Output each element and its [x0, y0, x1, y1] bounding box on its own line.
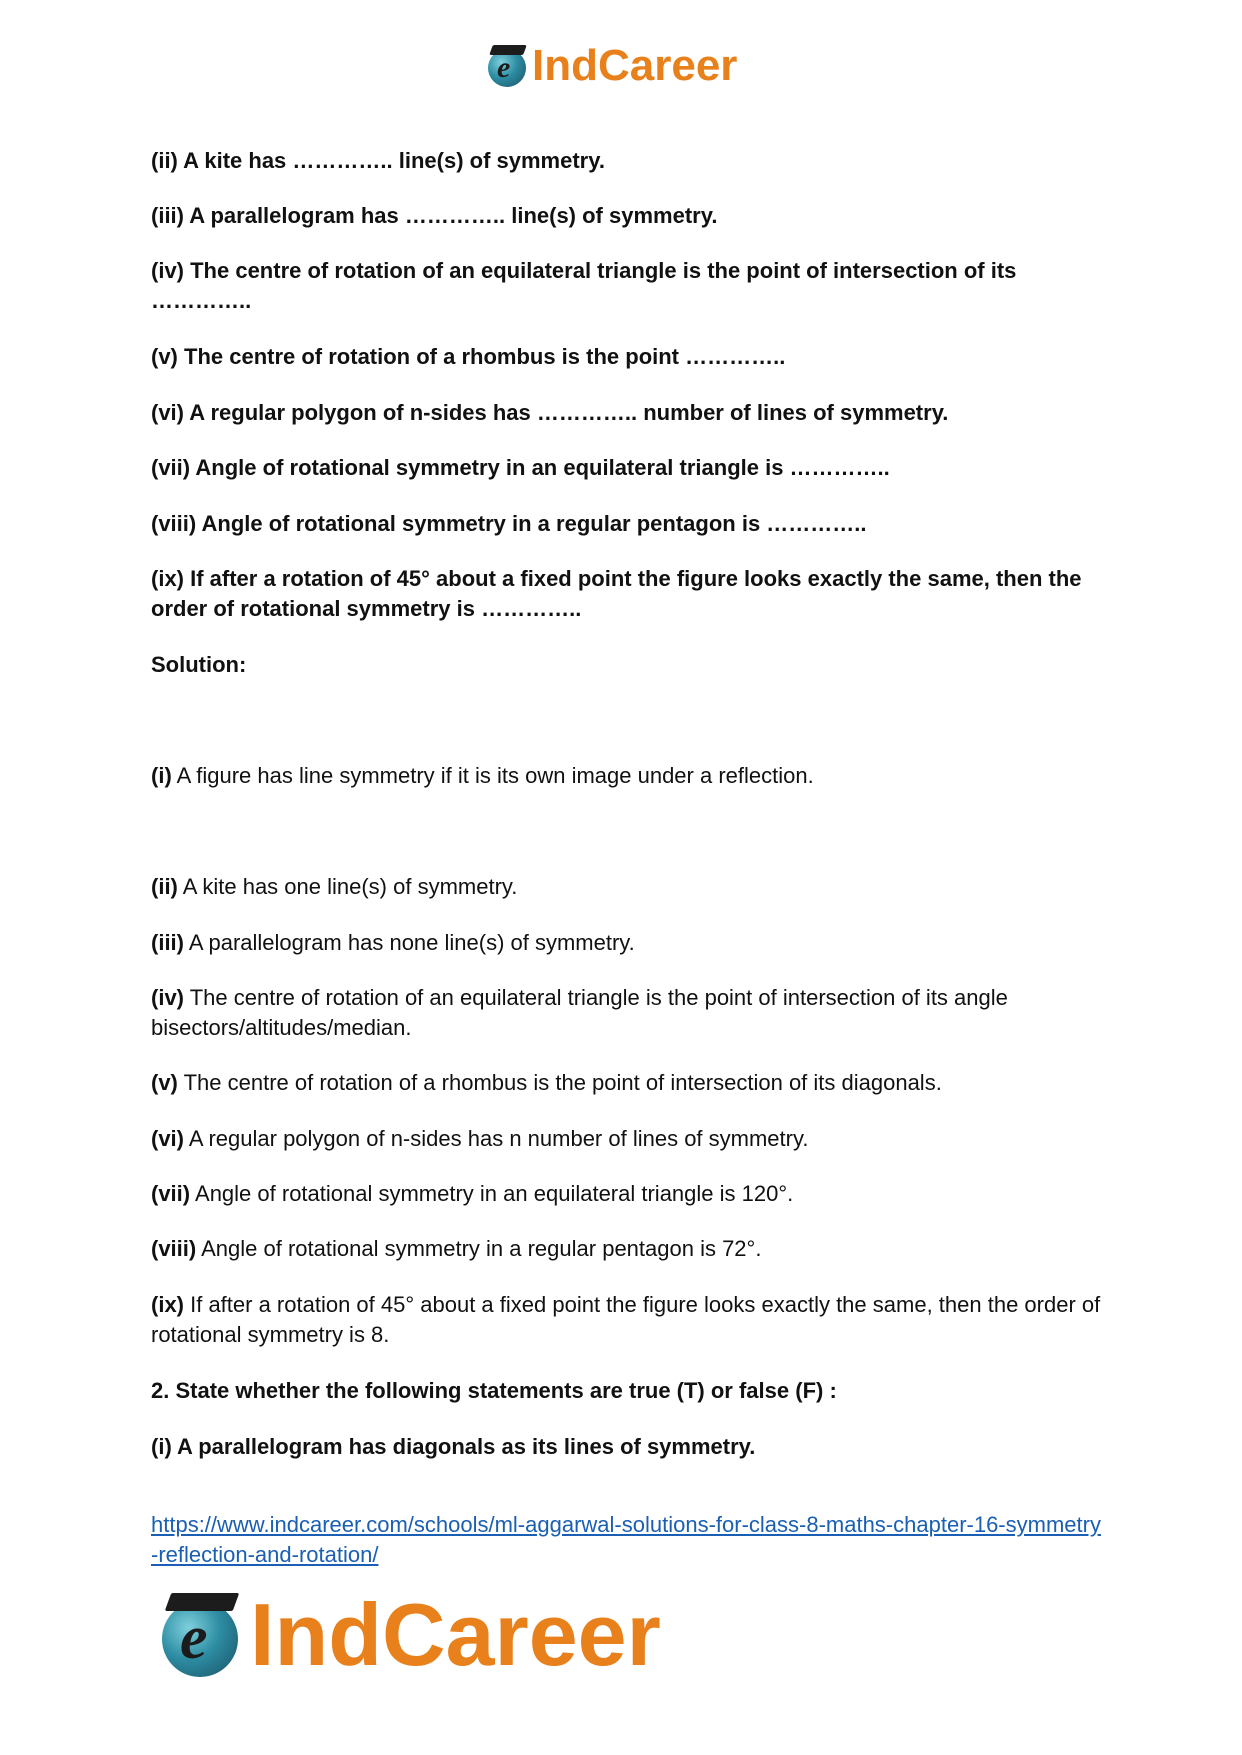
answer-number: (vi): [151, 1126, 184, 1151]
answer-number: (ii): [151, 874, 178, 899]
footer-brand: IndCareer: [250, 1585, 661, 1684]
answer-iii: [151, 928, 1101, 958]
answer-text: A parallelogram has none line(s) of symmetry.: [184, 930, 635, 955]
question-vii: (vii) Angle of rotational symmetry in an equilateral triangle is …………..: [151, 455, 890, 480]
header-logo: [488, 42, 737, 90]
answer-number: (viii): [151, 1236, 197, 1261]
footer-logo: [162, 1585, 661, 1684]
answer-text: A kite has one line(s) of symmetry.: [177, 874, 518, 899]
answer-i: [151, 761, 1101, 791]
question-ii: (ii) A kite has ………….. line(s) of symmetry.: [151, 148, 605, 173]
answer-vi: [151, 1124, 1101, 1154]
question-viii: (viii) Angle of rotational symmetry in a regular pentagon is …………..: [151, 511, 867, 536]
answer-text: Angle of rotational symmetry in a regular pentagon is 72°.: [196, 1236, 762, 1261]
answer-number: (iii): [151, 930, 184, 955]
answer-text: Angle of rotational symmetry in an equilateral triangle is 120°.: [190, 1181, 794, 1206]
answer-number: (i): [151, 763, 172, 788]
answer-vii: [151, 1179, 1101, 1209]
answer-ix: [151, 1290, 1101, 1350]
answer-number: (vii): [151, 1181, 191, 1206]
answer-text: The centre of rotation of an equilateral triangle is the point of intersection of its angle bisectors/altitudes/median.: [151, 985, 1008, 1040]
question-2-heading: 2. State whether the following statements are true (T) or false (F) :: [151, 1378, 837, 1403]
question-v: (v) The centre of rotation of a rhombus is the point …………..: [151, 344, 786, 369]
answer-text: A figure has line symmetry if it is its own image under a reflection.: [171, 763, 814, 788]
graduation-globe-icon: e: [488, 45, 530, 87]
answer-ii: [151, 872, 1101, 902]
question-iv: (iv) The centre of rotation of an equilateral triangle is the point of intersection of its …………..: [151, 258, 1017, 313]
question-ix: (ix) If after a rotation of 45° about a fixed point the figure looks exactly the same, then the order of rotational symmetry is …………..: [151, 566, 1082, 621]
answer-text: A regular polygon of n-sides has n number of lines of symmetry.: [184, 1126, 809, 1151]
solution-heading: Solution:: [151, 652, 247, 677]
answer-text: If after a rotation of 45° about a fixed point the figure looks exactly the same, then the order of rotational symmetry is 8.: [151, 1292, 1101, 1347]
question-2-i: (i) A parallelogram has diagonals as its lines of symmetry.: [151, 1434, 756, 1459]
answer-iv: [151, 983, 1101, 1043]
question-iii: (iii) A parallelogram has ………….. line(s) of symmetry.: [151, 203, 718, 228]
answer-v: [151, 1068, 1101, 1098]
source-link[interactable]: https://www.indcareer.com/schools/ml-aggarwal-solutions-for-class-8-maths-chapter-16-symmetry-reflection-and-rotation/: [151, 1512, 1101, 1567]
answer-text: The centre of rotation of a rhombus is the point of intersection of its diagonals.: [177, 1070, 942, 1095]
answer-number: (v): [151, 1070, 178, 1095]
header-brand: IndCareer: [532, 41, 738, 90]
graduation-globe-icon: e: [162, 1593, 246, 1677]
answer-number: (ix): [151, 1292, 184, 1317]
answer-number: (iv): [151, 985, 184, 1010]
answer-viii: [151, 1234, 1101, 1264]
question-vi: (vi) A regular polygon of n-sides has ………….. number of lines of symmetry.: [151, 400, 949, 425]
